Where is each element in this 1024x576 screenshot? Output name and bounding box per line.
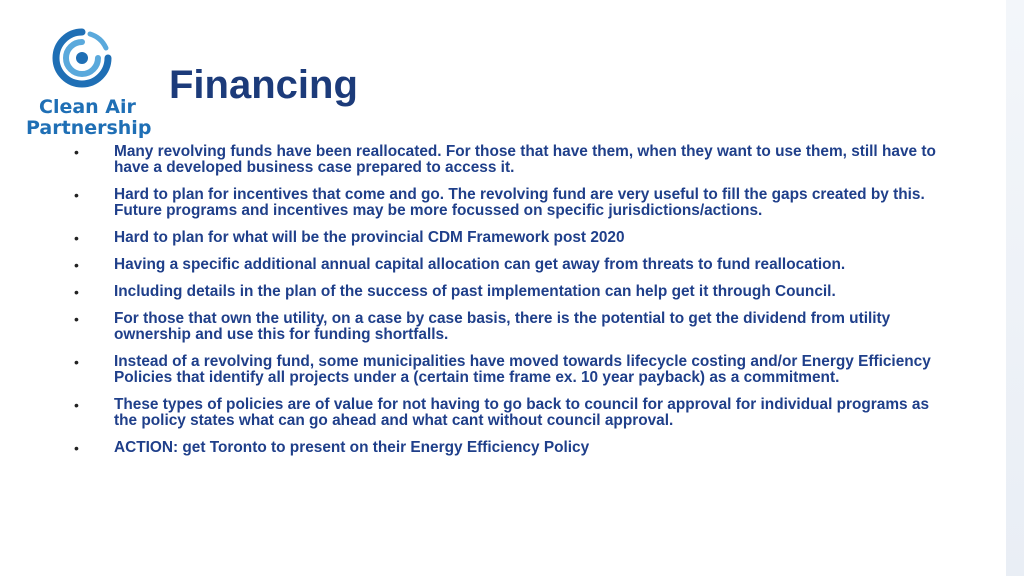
side-band (1006, 0, 1024, 576)
bullet-dot-icon: • (74, 230, 79, 246)
bullet-text: ACTION: get Toronto to present on their Energy Efficiency Policy (114, 439, 590, 456)
bullet-text: Many revolving funds have been reallocated. For those that have them, when they want to use them, still have to have a developed business case prepared to access it. (114, 143, 936, 176)
bullet-list (70, 144, 950, 467)
bullet-item (70, 354, 950, 386)
bullet-text: Hard to plan for incentives that come and go. The revolving fund are very useful to fill the gaps created by this. Future programs and incentives may be more focussed on specific jurisdictions/actions. (114, 186, 925, 219)
bullet-dot-icon: • (74, 354, 79, 370)
bullet-dot-icon: • (74, 187, 79, 203)
bullet-dot-icon: • (74, 257, 79, 273)
bullet-text: Hard to plan for what will be the provincial CDM Framework post 2020 (114, 229, 625, 246)
bullet-text: Including details in the plan of the success of past implementation can help get it through Council. (114, 283, 836, 300)
bullet-dot-icon: • (74, 440, 79, 456)
bullet-text: For those that own the utility, on a case by case basis, there is the potential to get the dividend from utility ownership and use this for funding shortfalls. (114, 310, 891, 343)
bullet-item (70, 440, 950, 456)
bullet-text: Having a specific additional annual capital allocation can get away from threats to fund reallocation. (114, 256, 846, 273)
bullet-item (70, 257, 950, 273)
logo-text-line1: Clean Air (39, 96, 136, 118)
bullet-dot-icon: • (74, 311, 79, 327)
bullet-item (70, 187, 950, 219)
bullet-item (70, 144, 950, 176)
logo-text-line2: Partnership (26, 117, 152, 139)
bullet-item (70, 284, 950, 300)
bullet-text: These types of policies are of value for not having to go back to council for approval for individual programs as the policy states what can go ahead and what cant without council approval. (114, 396, 929, 429)
bullet-text: Instead of a revolving fund, some municipalities have moved towards lifecycle costing and/or Energy Efficiency Policies that identify all projects under a (certain time frame ex. 10 year payback) as a commitment. (114, 353, 931, 386)
bullet-dot-icon: • (74, 144, 79, 160)
bullet-item (70, 311, 950, 343)
bullet-item (70, 230, 950, 246)
slide-title: Financing (169, 63, 358, 107)
bullet-dot-icon: • (74, 397, 79, 413)
clean-air-partnership-logo (24, 26, 152, 142)
bullet-item (70, 397, 950, 429)
bullet-dot-icon: • (74, 284, 79, 300)
swirl-logo-icon (50, 26, 114, 90)
